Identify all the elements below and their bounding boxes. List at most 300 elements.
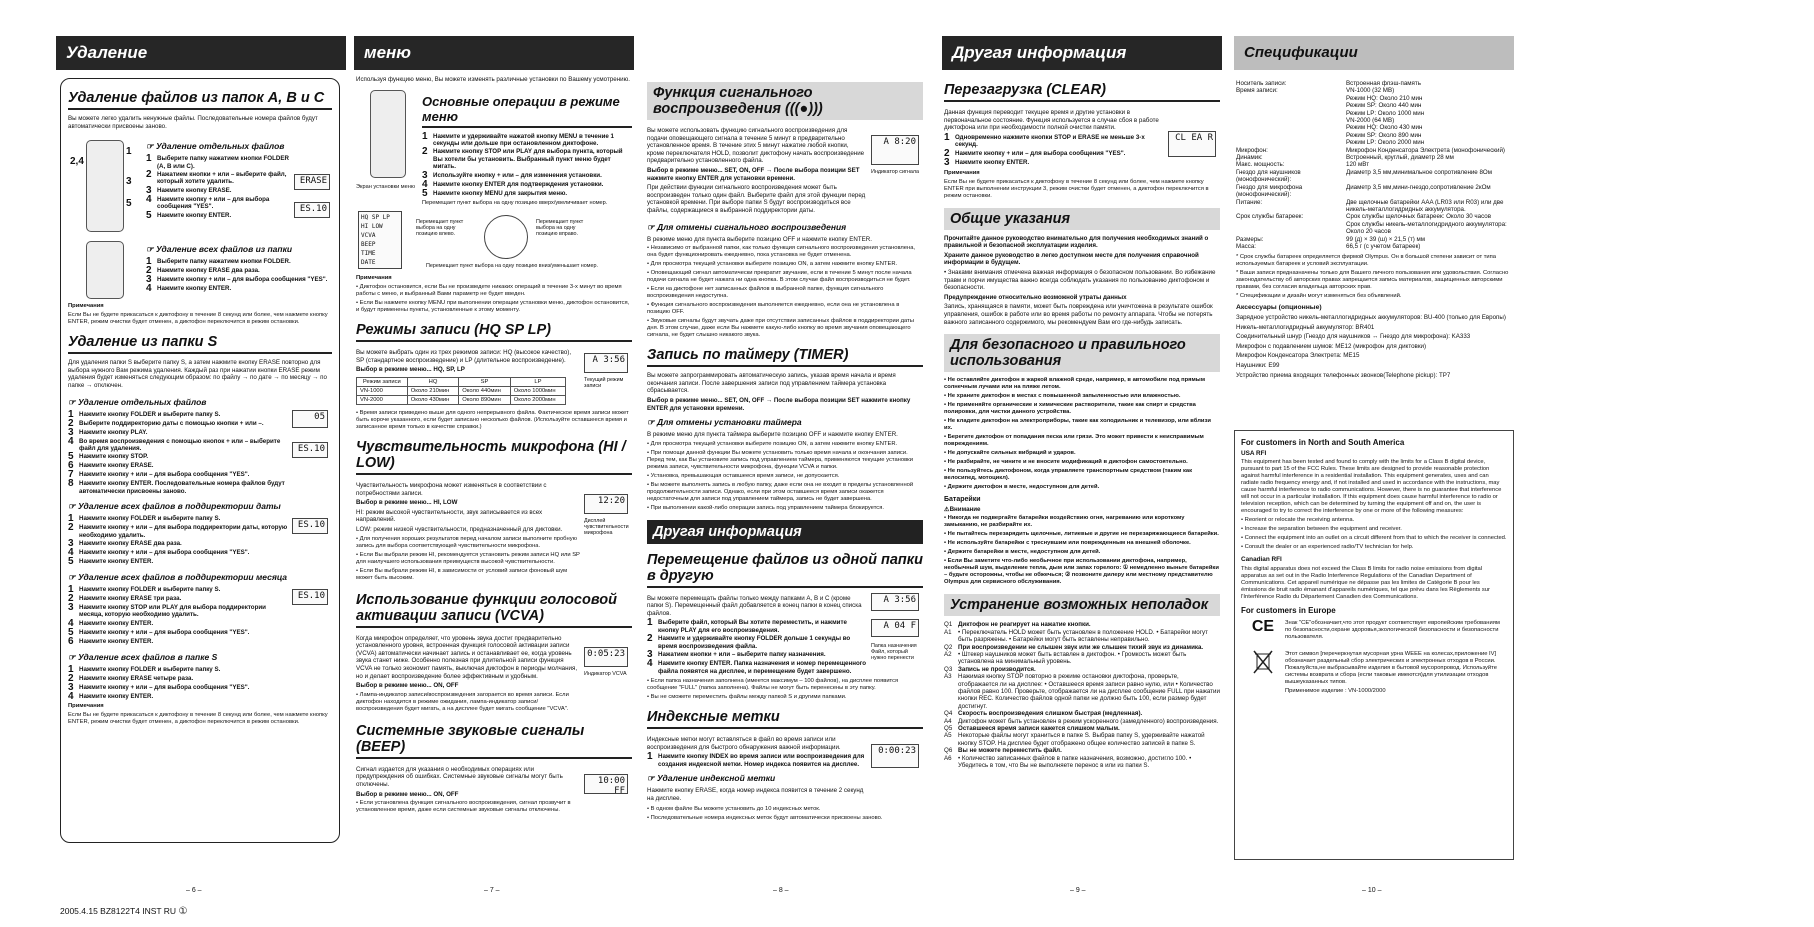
usa-item: • Reorient or relocate the receiving antenna. bbox=[1241, 517, 1355, 524]
spec-key: Масса: bbox=[1236, 242, 1257, 250]
lcd-es10-d: ES.10 bbox=[292, 589, 328, 605]
safety-item: • Не храните диктофон в местах с повышенной запыленностью или влажностью. bbox=[944, 393, 1181, 400]
qa-text: Нажимая кнопку STOP повторно в режиме остановки диктофона, проверьте, отображается ли на дисплее: • Оставшееся время записи равно нулю, или • Количество файлов равно 100. Проверьте, отображается ли на дисплее сообщение FULL при нажатии кнопки REC. Количество файлов одной папки не должно быть 100, если размер будет достигнут. bbox=[958, 673, 1220, 710]
step: 1 Нажмите кнопку FOLDER и выберите папку S. bbox=[68, 584, 221, 595]
lcd-mic: 12:20 bbox=[584, 494, 628, 514]
caption-up: Перемещает пункт выбора на одну позицию вверх/увеличивает номер. bbox=[422, 199, 608, 206]
step: 1 Нажмите кнопку FOLDER и выберите папку S. bbox=[68, 408, 221, 420]
mic-low: LOW: режим низкой чувствительности, предназначенный для диктовки. bbox=[356, 525, 563, 533]
lcd-menu: HQ SP LP HI LOW VCVA BEEP TIME DATE bbox=[358, 211, 402, 269]
step: 4 Нажмите кнопку ENTER. bbox=[146, 283, 232, 295]
note: • При выполнении какой-либо операции запись под управлением таймера блокируется. bbox=[647, 504, 884, 511]
timer-intro: Вы можете запрограммировать автоматическую запись, указав время начала и время окончания записи. После завершения записи под управлением таймера установка сбрасывается. bbox=[647, 372, 896, 395]
accessory: Соединительный шнур (Гнездо для наушников ↔ Гнездо для микрофона): KA333 bbox=[1236, 333, 1471, 341]
page-9-band: Другая информация bbox=[942, 36, 1222, 70]
spec-note: * Ваши записи предназначены только для Вашего личного пользования или удовольствия. Согласно законодательству об авторских правах запрещается запись материалов, защищенных авторскими правами, без согласия владельца авторских прав. bbox=[1236, 270, 1509, 291]
page-number: – 10 – bbox=[1362, 887, 1382, 894]
mic-intro: Чувствительность микрофона может изменяться в соответствии с потребностями записи. bbox=[356, 482, 547, 497]
mic-select: Выбор в режиме меню... HI, LOW bbox=[356, 499, 458, 507]
spec-row bbox=[1236, 236, 1512, 243]
step: 3 Нажмите кнопку STOP или PLAY для выбора поддиректории месяца, которую необходимо удалить. bbox=[68, 602, 266, 619]
section-title-delete-abc: Удаление файлов из папок A, B и C bbox=[68, 90, 332, 110]
step: 5 Нажмите кнопку + или – для выбора сообщения "YES". bbox=[68, 626, 250, 638]
section-title-timer: Запись по таймеру (TIMER) bbox=[647, 347, 923, 367]
step: 1 Одновременно нажмите кнопки STOP и ERASE не меньше 3-х секунд. bbox=[944, 131, 1145, 149]
step: 3 Используйте кнопку + или – для изменения установки. bbox=[422, 169, 602, 181]
rec-intro: Вы можете выбрать один из трех режимов записи: HQ (высокое качество), SP (стандартное воспроизведение) и LP (длительное воспроизведение). bbox=[356, 349, 572, 364]
note: • Функция сигнального воспроизведения выполняется ежедневно, если она не установлена в позицию OFF. bbox=[647, 302, 900, 316]
caption-mic: Дисплей чувствительности микрофона bbox=[584, 518, 629, 536]
qa-label: Q4 bbox=[944, 710, 953, 718]
spec-key: Носитель записи: bbox=[1236, 80, 1287, 87]
page-6 bbox=[56, 0, 346, 927]
regulatory-box bbox=[1234, 430, 1514, 860]
note: • Если на диктофоне нет записанных файлов в выбранной папке, функция сигнального воспроизведения недоступна. bbox=[647, 286, 884, 300]
index-intro: Индексные метки могут вставляться в файл во время записи или воспроизведения для быстрого обнаружения важной информации. bbox=[647, 735, 841, 751]
spec-value: Режим HQ: Около 210 мин bbox=[1346, 94, 1423, 102]
qa-label: A4 bbox=[944, 717, 952, 725]
spec-row bbox=[1236, 221, 1512, 236]
step: 4 Нажмите кнопку ENTER. Папка назначения и номер перемещенного файла появятся на дисплее, и перемещение будет завершено. bbox=[647, 658, 867, 675]
note: • Если Вы выбрали режим HI, в зависимости от условий записи фоновый шум может быть высоким. bbox=[356, 567, 568, 581]
spec-list bbox=[1236, 80, 1512, 250]
step: 2 Нажмите и удерживайте кнопку FOLDER дольше 1 секунды во время воспроизведения файла. bbox=[647, 633, 851, 650]
page-7-band: меню bbox=[354, 36, 634, 70]
qa-text: При воспроизведении не слышен звук или же слышен тихий звук из динамика. bbox=[958, 643, 1204, 651]
note: • Оповещающий сигнал автоматически прекратит звучание, если в течение 5 минут после начала подачи сигнала не будет нажата ни одна кнопка. В этом случае файл воспроизводиться не будет. bbox=[647, 270, 912, 284]
qa-list bbox=[944, 621, 1220, 769]
lcd-vcva: 0:05:23 bbox=[584, 647, 628, 667]
sub-index-delete: ☞ Удаление индексной метки bbox=[647, 772, 776, 783]
ce-text: Знак "CE"обозначает,что этот продукт соответствует европейским требованиям по безопасности,охране здоровья,экологической безопасности и безопасности пользователя. bbox=[1285, 620, 1500, 641]
qa-text: Диктофон может быть установлен в режим ускоренного (замедленного) воспроизведения. bbox=[958, 717, 1219, 725]
step: 2 Выберите поддиректорию даты с помощью кнопки + или –. bbox=[68, 417, 264, 429]
step: 2 Нажатием кнопки + или – выберите файл, который хотите удалить. bbox=[146, 169, 287, 186]
spec-row bbox=[1236, 154, 1512, 161]
beep-text: Сигнал издается для указания о необходимых операциях или предупреждения об ошибках. Системные звуковые сигналы могут быть отключены. bbox=[356, 765, 563, 788]
spec-row bbox=[1236, 117, 1512, 124]
note: • При помощи данной функции Вы можете установить только время начала и окончания записи. Перед тем, как Вы установите запись под управлением таймера, применяются текущие установки режима записи, чувствительности микрофона, функции VCVA и папки. bbox=[647, 449, 913, 470]
safety-item: • Не применяйте органические и химические растворители, такие как спирт и средства полировки, для чистки данного устройства. bbox=[944, 402, 1196, 416]
sub-timer-cancel: ☞ Для отмены установки таймера bbox=[647, 417, 802, 428]
section-title-beep: Системные звуковые сигналы (BEEP) bbox=[356, 723, 632, 759]
accessories-heading: Аксессуары (опционные) bbox=[1236, 304, 1322, 312]
section-title-delete-s: Удаление из папки S bbox=[68, 334, 332, 354]
note: • Независимо от выбранной папки, как только функция сигнального воспроизведения установлена, она будет функционировать ежедневно, пока установка не будет отменена. bbox=[647, 245, 916, 259]
qa-row bbox=[944, 725, 1220, 732]
notes-heading: Примечания bbox=[356, 275, 392, 282]
battery-item: • Никогда не подвергайте батарейки воздействию огня, нагреванию или короткому замыканию, не разбирайте их. bbox=[944, 515, 1185, 529]
spec-value: Встроенная флэш-память bbox=[1346, 80, 1421, 87]
spec-key: Микрофон: bbox=[1236, 146, 1268, 154]
qa-text: Диктофон не реагирует на нажатие кнопки. bbox=[958, 621, 1091, 629]
alarm-cancel: В режиме меню для пункта выберите позицию OFF и нажмите кнопку ENTER. bbox=[647, 235, 872, 243]
qa-text: • Переключатель HOLD может быть установлен в положение HOLD. • Батарейки могут быть разряжены. • Батарейки могут быть вставлены неправильно. bbox=[958, 628, 1208, 644]
note: • Если Вы выбрали режим HI, рекомендуется установить режим записи HQ или SP для наилучшего использования преимуществ высокой чувствительности. bbox=[356, 551, 580, 565]
spec-note: * Срок службы батареек определяется фирмой Olympus. Он в большой степени зависит от типа используемых батареек и условий эксплуатации. bbox=[1236, 254, 1497, 268]
notes-heading: Примечания bbox=[944, 169, 980, 176]
spec-row bbox=[1236, 147, 1512, 154]
print-footer: 2005.4.15 BZ8122T4 INST RU ① bbox=[60, 906, 188, 917]
page-10 bbox=[1234, 0, 1514, 927]
spec-key bbox=[1236, 117, 1346, 124]
note: • Вы можете выполнять запись в любую папку, даже если она не входит в пределы установленной продолжительности записи. Однако, если при этом оставшееся время записи окажется недостаточным для записи под управлением таймера, запись не будет завершена. bbox=[647, 481, 914, 502]
battery-item: • Не используйте батарейки с треснувшим или поврежденным на внешней оболочке. bbox=[944, 540, 1191, 547]
spec-value: VN-1000 (32 MB) bbox=[1346, 87, 1395, 95]
note: • Установка, превышающая оставшееся время записи, не допускается. bbox=[647, 472, 840, 479]
caption-rec-mode: Текущий режим записи bbox=[584, 377, 624, 390]
spec-row bbox=[1236, 95, 1512, 102]
safety-item: • Не допускайте сильных вибраций и ударов. bbox=[944, 450, 1076, 457]
na-heading: For customers in North and South America bbox=[1241, 438, 1405, 447]
spec-value: Микрофон Конденсатора Электрета (монофонический) bbox=[1346, 146, 1505, 154]
qa-row bbox=[944, 755, 1220, 770]
spec-key: Макс. мощность: bbox=[1236, 161, 1285, 169]
eu-heading: For customers in Europe bbox=[1241, 605, 1336, 615]
step: 4 Нажмите кнопку ENTER для подтверждения установки. bbox=[422, 178, 604, 190]
section-title-rec-modes: Режимы записи (HQ SP LP) bbox=[356, 322, 632, 342]
spec-row bbox=[1236, 139, 1512, 146]
accessory: Микрофон с подавлением шумов: ME12 (микрофон для диктовки) bbox=[1236, 342, 1427, 350]
step: 5 Нажмите кнопку ENTER. bbox=[146, 209, 232, 221]
qa-row bbox=[944, 732, 1220, 747]
note: • Вы не сможете переместить файлы между папкой S и другими папками. bbox=[647, 693, 847, 700]
spec-value: Режим SP: Около 890 мин bbox=[1346, 131, 1422, 139]
qa-row bbox=[944, 644, 1220, 651]
spec-value: 66,5 г (с учетом батареек) bbox=[1346, 242, 1421, 250]
accessory: Наушники: E99 bbox=[1236, 361, 1280, 369]
step: 5 Нажмите кнопку MENU для закрытия меню. bbox=[422, 187, 568, 199]
step: 2 Нажмите кнопку ERASE два раза. bbox=[146, 265, 260, 277]
accessory: Зарядное устройство никель-металлогидридных аккумуляторов: BU-400 (только для Европы) bbox=[1236, 313, 1506, 321]
qa-label: Q1 bbox=[944, 621, 953, 629]
step: 2 Нажмите кнопку STOP или PLAY для выбора пункта, который Вы хотели бы установить. Выбранный пункт меню будет мигать. bbox=[422, 146, 623, 171]
weee-bin-icon bbox=[1241, 649, 1285, 697]
qa-row bbox=[944, 747, 1220, 754]
qa-label: A1 bbox=[944, 628, 952, 636]
qa-text: • Количество записанных файлов в папке назначения, возможно, достигло 100. • Убедитесь в том, что Вы не выполняете перенос в или из папки S. bbox=[958, 754, 1192, 770]
step: 3 Нажмите кнопку + или – для выбора сообщения "YES". bbox=[68, 681, 250, 693]
battery-heading: Батарейки bbox=[944, 496, 981, 504]
page-6-band: Удаление bbox=[56, 36, 346, 70]
sub-delete-single-s: ☞ Удаление отдельных файлов bbox=[68, 396, 207, 407]
note: • Диктофон остановится, если Вы не произведете никаких операций в течение 3-х минут во время работы с меню, и выбранный Вами параметр не будет введен. bbox=[356, 284, 622, 298]
mic-hi: HI: режим высокой чувствительности, звук записывается из всех направлений. bbox=[356, 508, 543, 524]
safety-item: • Держите диктофон в месте, недоступном для детей. bbox=[944, 484, 1100, 491]
lcd-es10: ES.10 bbox=[294, 202, 330, 218]
note-heading-2: Примечания bbox=[68, 702, 104, 709]
step: 1 Нажмите кнопку FOLDER и выберите папку S. bbox=[68, 513, 221, 525]
step: 4 Нажмите кнопку ENTER. bbox=[68, 690, 154, 702]
timer-select: Выбор в режиме меню... SET, ON, OFF → После выбора позиции SET нажмите кнопку ENTER для установки времени. bbox=[647, 396, 911, 412]
note: • Если Вы нажмете кнопку MENU при выполнении операции установки меню, диктофон остановится, и будут применены пункты, установленные к этому моменту. bbox=[356, 300, 630, 314]
vcva-note: • Лампа-индикатор записи/воспроизведения загорается во время записи. Если диктофон находится в режиме ожидания, лампа-индикатор записи/воспроизведения будет мигать, а на дисплее будет мигать сообщение "VCVA". bbox=[356, 691, 569, 712]
beep-select: Выбор в режиме меню... ON, OFF bbox=[356, 790, 459, 798]
accessory: Микрофон Конденсатора Электрета: ME15 bbox=[1236, 352, 1360, 360]
step: 4 Нажмите кнопку + или – для выбора сообщения "YES". bbox=[68, 547, 250, 558]
usa-text: This equipment has been tested and found to comply with the limits for a Class B digital device, pursuant to part 15 of the FCC Rules. These limits are designed to provide reasonable protection against harmful interference in a residential installation. This equipment generates, uses and can radiate radio frequency energy and, if not installed and used in accordance with the instructions, may cause harmful interference to radio communications. However, there is no guarantee that interference will not occur in a particular installation. If this equipment does cause harmful interference to radio or television reception, which can be determined by turning the equipment off and on, the user is encouraged to try to correct the interference by one or more of the following measures: bbox=[1241, 459, 1502, 515]
rec-note: • Время записи приведено выше для одного непрерывного файла. Фактическое время записи может быть короче указанного, если будет записано несколько файлов. (Используйте оставшееся время и записанное время только в качестве справки.) bbox=[356, 410, 629, 430]
step: 1 Выберите папку нажатием кнопки FOLDER (A, B или C). bbox=[146, 153, 289, 170]
accessory: Устройство приема входящих телефонных звонков(Telephone pickup): TP7 bbox=[1236, 371, 1451, 379]
step: 6 Нажмите кнопку ERASE. bbox=[68, 460, 154, 472]
page-number: – 6 – bbox=[186, 887, 202, 894]
section-title-menu-basics: Основные операции в режиме меню bbox=[422, 94, 632, 128]
qa-row bbox=[944, 621, 1220, 628]
canada-heading: Canadian RFI bbox=[1241, 556, 1282, 564]
spec-row bbox=[1236, 102, 1512, 109]
step: 3 Нажмите кнопку + или – для выбора сообщения "YES". bbox=[146, 274, 328, 286]
step: 7 Нажмите кнопку + или – для выбора сообщения "YES". bbox=[68, 469, 250, 481]
qa-label: Q3 bbox=[944, 665, 953, 673]
caption-vcva: Индикатор VCVA bbox=[584, 670, 627, 677]
spec-value: Диаметр 3,5 мм,минимальное сопротивление 8Ом bbox=[1346, 168, 1492, 176]
spec-key: Гнездо для наушников (монофонический): bbox=[1236, 168, 1301, 184]
sub-delete-all: ☞ Удаление всех файлов из папки bbox=[146, 244, 293, 255]
page-10-band: Спецификации bbox=[1234, 36, 1514, 70]
intro-text: Вы можете легко удалить ненужные файлы. Последовательные номера файлов будут автоматически присвоены заново. bbox=[68, 115, 318, 130]
spec-key: Срок службы батареек: bbox=[1236, 213, 1304, 221]
spec-key: Питание: bbox=[1236, 198, 1263, 206]
spec-row bbox=[1236, 110, 1512, 117]
note-text-2: Если Вы не будете прикасаться к диктофону в течение 8 секунд или более, чем нажмете кнопку ENTER, режим очистки будет отменен, а диктофон переключится в режим остановки. bbox=[68, 711, 328, 725]
note: • Последовательные номера индексных меток будут автоматически присвоены заново. bbox=[647, 815, 883, 822]
lcd-beep: 10:00 FF bbox=[584, 774, 628, 794]
step: 1 Нажмите и удерживайте нажатой кнопку MENU в течение 1 секунды или дольше при остановленном диктофоне. bbox=[422, 130, 614, 147]
spec-row bbox=[1236, 161, 1512, 168]
spec-key: Размеры: bbox=[1236, 235, 1264, 243]
step: 2 Нажмите кнопку ERASE три раза. bbox=[68, 593, 182, 604]
qa-row bbox=[944, 718, 1220, 725]
spec-value: Две щелочные батарейки AAA (LR03 или R03) или две никель-металлогидридных аккумулятора. bbox=[1346, 198, 1504, 213]
spec-key bbox=[1236, 102, 1346, 109]
step: 4 Нажмите кнопку ENTER. bbox=[68, 617, 154, 629]
spec-row bbox=[1236, 124, 1512, 131]
safety-item: • Не пользуйтесь диктофоном, когда управляете транспортным средством (таким как велосипед, мотоцикл). bbox=[944, 468, 1193, 482]
qa-label: Q2 bbox=[944, 643, 953, 651]
usa-item: • Increase the separation between the equipment and receiver. bbox=[1241, 526, 1402, 533]
spec-row bbox=[1236, 213, 1512, 220]
page-number: – 9 – bbox=[1070, 887, 1086, 894]
spec-key: Динамик: bbox=[1236, 154, 1263, 162]
spec-value: Срок службы никель-металлогидридного аккумулятора: Около 20 часов bbox=[1346, 220, 1507, 236]
note-text: Если Вы не будете прикасаться к диктофону в течение 8 секунд или более, чем нажмете кнопку ENTER, режим очистки будет отменен, а диктофон переключится в режим остановки. bbox=[68, 312, 328, 326]
spec-key: Гнездо для микрофона (монофонический): bbox=[1236, 183, 1303, 199]
accessory: Никель-металлогидридный аккумулятор: BR401 bbox=[1236, 323, 1375, 331]
rec-select: Выбор в режиме меню... HQ, SP, LP bbox=[356, 366, 465, 374]
qa-label: A6 bbox=[944, 754, 952, 762]
note-heading: Примечания bbox=[68, 303, 104, 310]
spec-key bbox=[1236, 124, 1346, 131]
menu-diagram bbox=[356, 209, 632, 273]
device-illustration: 2,4 1 3 5 bbox=[68, 136, 146, 236]
page-8 bbox=[645, 0, 925, 927]
qa-text: Оставшееся время записи кажется слишком малым. bbox=[958, 725, 1120, 732]
note: • Для просмотра текущей установки выберите позицию ON, а затем нажмите кнопку ENTER. bbox=[647, 261, 898, 268]
sub-delete-folder-s: ☞ Удаление всех файлов в папке S bbox=[68, 651, 218, 662]
qa-row bbox=[944, 710, 1220, 717]
note: • Для просмотра текущей установки выберите позицию ON, а затем нажмите кнопку ENTER. bbox=[647, 440, 898, 447]
warn-text: Запись, хранящаяся в памяти, может быть повреждена или уничтожена в результате ошибок управления, ошибок в работе или во время работы по ремонту аппарата. Чтобы не потерять важного записанного содержимого, мы рекомендуем Вам его где-нибудь записать. bbox=[944, 303, 1213, 326]
step: 5 Нажмите кнопку STOP. bbox=[68, 451, 149, 463]
battery-item: • Не пытайтесь перезарядить щелочные, литиевые и другие не перезаряжающиеся батарейки. bbox=[944, 531, 1219, 538]
qa-text: Некоторые файлы могут храниться в папке S. Выбрав папку S, удерживайте нажатой кнопку STOP. На дисплее будет отображено общее количество записей в папке S. bbox=[958, 732, 1205, 747]
lcd-clear: CL EA R bbox=[1168, 131, 1216, 157]
page-7 bbox=[354, 0, 634, 927]
lcd-index: 0:00:23 bbox=[871, 744, 919, 768]
vcva-select: Выбор в режиме меню... ON, OFF bbox=[356, 682, 459, 690]
timer-cancel: В режиме меню для пункта таймера выберите позицию OFF и нажмите кнопку ENTER. bbox=[647, 431, 898, 439]
qa-label: Q6 bbox=[944, 747, 953, 755]
sub-alarm-cancel: ☞ Для отмены сигнального воспроизведения bbox=[647, 221, 847, 232]
alarm-select: Выбор в режиме меню... SET, ON, OFF → После выбора позиции SET нажмите кнопку ENTER для установки времени. bbox=[647, 166, 860, 182]
canada-text: This digital apparatus does not exceed the Class B limits for radio noise emissions from digital apparatus as set out in the Radio Interference Regulations of the Canadian Department of Communications. Cet appareil numérique ne dépasse pas les limites de Catégorie B pour les émissions de bruit radio émanant d'appareils numériques, tel que prévu dans les Règlements sur l'Interférence Radio du Département Canadien des Communications. bbox=[1241, 565, 1490, 600]
caption-right: Перемещает пункт выбора на одну позицию вправо. bbox=[536, 219, 584, 238]
caption-move: Папка назначения Файл, который нужно перенести bbox=[871, 642, 917, 661]
band-other-info: Другая информация bbox=[647, 520, 923, 544]
step: 1 Выберите файл, который Вы хотите переместить, и нажмите кнопку PLAY для его воспроизведения. bbox=[647, 617, 847, 634]
qa-text: Запись не производится. bbox=[958, 665, 1036, 673]
section-title-alarm: Функция сигнального воспроизведения (((●))) bbox=[647, 82, 923, 120]
qa-label: Q5 bbox=[944, 725, 953, 732]
alarm-intro: Вы можете использовать функцию сигнального воспроизведения для подачи оповещающего сигнала в течение 5 минут в предварительно установленное время. В течение этих 5 минут нажатие любой кнопки, кроме переключателя HOLD, позволит диктофону начать воспроизведение предварительно установленного файла. bbox=[647, 127, 865, 165]
safety-item: • Не оставляйте диктофон в жаркой влажной среде, например, в автомобиле под прямым солнечным лучами или на пляже летом. bbox=[944, 377, 1205, 391]
caption-down: Перемещает пункт выбора на одну позицию вниз/уменьшает номер. bbox=[426, 263, 598, 270]
dial-icon bbox=[484, 215, 528, 259]
step: 2 Нажмите кнопку + или – для выбора поддиректории даты, которую необходимо удалить. bbox=[68, 522, 288, 539]
spec-value: Срок службы щелочных батареек: Около 30 часов bbox=[1346, 213, 1491, 221]
qa-label: A2 bbox=[944, 650, 952, 658]
usa-item: • Consult the dealer or an experienced radio/TV technician for help. bbox=[1241, 544, 1414, 551]
page-number: – 7 – bbox=[484, 887, 500, 894]
alarm-para: При действии функции сигнального воспроизведения может быть воспроизведен только один файл. Выберите файл для этой функции перед установкой времени. При выборе папки S будут воспроизводиться все файлы, содержащиеся в выбранной поддиректории даты. bbox=[647, 184, 866, 214]
note: • В одном файле Вы можете установить до 10 индексных меток. bbox=[647, 806, 821, 813]
safety-item: • Берегите диктофон от попадания песка или грязи. Это может привести к неисправимым повреждениям. bbox=[944, 434, 1204, 448]
battery-item: • Если Вы заметите что-либо необычное при использовании диктофона, например, необычный шум, выделение тепла, дым или запах горелого: ① немедленно выньте батарейки – будьте осторожны, чтобы не обжечься; ② позвоните дилеру или местному представителю Olympus для сервисного обслуживания. bbox=[944, 558, 1219, 586]
caption-alarm: Индикатор сигнала bbox=[871, 169, 920, 175]
spec-value: 99 (д) × 39 (ш) × 21,5 (т) мм bbox=[1346, 235, 1426, 243]
step: 1 Нажмите кнопку FOLDER и выберите папку S. bbox=[68, 663, 221, 675]
lcd-es10-c: ES.10 bbox=[292, 518, 328, 534]
section-title-index: Индексные метки bbox=[647, 709, 923, 729]
safety-item: • Не кладите диктофон на электроприборы, такие как холодильник и телевизор, или вблизи их. bbox=[944, 418, 1211, 432]
index-delete: Нажмите кнопку ERASE, когда номер индекса появится в течение 2 секунд на дисплее. bbox=[647, 786, 864, 802]
note: • Если папка назначения заполнена (имеется максимум – 100 файлов), на дисплее появится сообщение "FULL" (папка заполнена). Файлы не могут быть перенесены в эту папку. bbox=[647, 677, 899, 691]
spec-value: 120 мВт bbox=[1346, 161, 1370, 169]
section-title-vcva: Использование функции голосовой активации записи (VCVA) bbox=[356, 592, 632, 628]
step: 4 Нажмите кнопку + или – для выбора сообщения "YES". bbox=[146, 193, 270, 211]
spec-value: Режим SP: Около 440 мин bbox=[1346, 102, 1422, 110]
step: 4 Во время воспроизведения с помощью кнопок + или – выберите файл для удаления. bbox=[68, 435, 281, 452]
spec-key bbox=[1236, 95, 1346, 102]
page-number: – 8 – bbox=[773, 887, 789, 894]
page-9 bbox=[942, 0, 1222, 927]
spec-key bbox=[1236, 221, 1346, 236]
qa-row bbox=[944, 651, 1220, 666]
lcd-erase: ERASE bbox=[294, 174, 330, 190]
move-intro: Вы можете перемещать файлы только между папками A, B и C (кроме папки S). Перемещенный файл добавляется в конец папки в конец списка файлов. bbox=[647, 594, 862, 617]
note: Если Вы не будете прикасаться к диктофону в течение 8 секунд или более, чем нажмете кнопку ENTER при выполнении инструкции 3, режим очистки будет отменен, а диктофон переключится в режим остановки. bbox=[944, 178, 1209, 199]
qa-row bbox=[944, 673, 1220, 710]
warning-icon: ⚠ bbox=[944, 505, 950, 513]
qa-label: A5 bbox=[944, 732, 952, 740]
note: • Для получения хороших результатов перед началом записи выполните пробную запись для выбора соответствующей чувствительности микрофона. bbox=[356, 535, 577, 549]
intro-text-s: Для удаления папки S выберите папку S, а затем нажмите кнопку ERASE повторно для выбора нужного Вам режима удаления. Каждый раз при нажатии кнопки ERASE режим удаления будет изменяться следующим образом: по файлу → по дате → по месяцу → по папке → отключен. bbox=[68, 359, 327, 389]
spec-key: Время записи: bbox=[1236, 87, 1278, 95]
section-title-general: Общие указания bbox=[944, 208, 1220, 230]
safety-item: • Не разбирайте, не чините и не вносите модификаций в диктофон самостоятельно. bbox=[944, 459, 1188, 466]
vcva-text: Когда микрофон определяет, что уровень звука достиг предварительно установленного уровня, встроенная функция голосовой активации записи (VCVA) автоматически начинает запись и останавливает ее, когда уровень звука станет ниже. Особенно полезная при длительной записи функция VCVA не только экономит память, выключая диктофон в периоды молчания, но и делает воспроизведение более эффективным и удобным. bbox=[356, 634, 578, 680]
beep-note: • Если установлена функция сигнального воспроизведения, сигнал прозвучит в установленное время, даже если системные звуковые сигналы отключены. bbox=[356, 800, 571, 814]
caption-left: Перемещает пункт выбора на одну позицию влево. bbox=[416, 219, 464, 238]
lcd-rec-mode: A 3:56 bbox=[584, 353, 628, 373]
spec-value: Режим LP: Около 1000 мин bbox=[1346, 109, 1425, 117]
step: 6 Нажмите кнопку ENTER. bbox=[68, 635, 154, 647]
section-title-move: Перемещение файлов из одной папки в другую bbox=[647, 552, 923, 588]
step: 1 Выберите папку нажатием кнопки FOLDER. bbox=[146, 256, 291, 268]
spec-key bbox=[1236, 139, 1346, 146]
general-2: Храните данное руководство в легко доступном месте для получения справочной информации в будущем. bbox=[944, 251, 1199, 267]
spec-value: VN-2000 (64 MB) bbox=[1346, 117, 1395, 125]
clear-intro: Данная функция переводит текущее время и другие установки в первоначальное состояние. Функция используется в случае сбоя в работе диктофона или при необходимости полной очистки памяти. bbox=[944, 109, 1159, 132]
lcd-05: 05 bbox=[292, 410, 328, 428]
spec-value: Встроенный, круглый, диаметр 28 мм bbox=[1346, 154, 1454, 162]
qa-text: • Штекер наушников может быть вставлен в диктофон. • Громкость может быть установлена на минимальный уровень. bbox=[958, 650, 1187, 666]
sub-delete-single: ☞ Удаление отдельных файлов bbox=[146, 141, 285, 152]
spec-row bbox=[1236, 199, 1512, 214]
weee-text: Этот символ [перечеркнутая мусорная урна WEEE на колесах,приложение IV] обозначает раздельный сбор электрических и электронных отходов в России. Пожалуйста,не выбрасывайте изделия в бытовой мусоропровод. Используйте системы возврата и сбора (если таковые имеются)для утилизации отходов вышеуказанных типов. bbox=[1285, 651, 1497, 686]
spec-row bbox=[1236, 87, 1512, 94]
step: 2 Нажмите кнопку ERASE четыре раза. bbox=[68, 672, 194, 684]
section-title-mic: Чувствительность микрофона (HI / LOW) bbox=[356, 439, 632, 475]
spec-row bbox=[1236, 132, 1512, 139]
qa-row bbox=[944, 666, 1220, 673]
spec-key bbox=[1236, 110, 1346, 117]
general-1: Прочитайте данное руководство внимательно для получения необходимых знаний о правильной и безопасной эксплуатации изделия. bbox=[944, 234, 1209, 250]
section-title-safety: Для безопасного и правильного использования bbox=[944, 334, 1220, 372]
section-title-clear: Перезагрузка (CLEAR) bbox=[944, 82, 1220, 102]
lcd-alarm: A 8:20 bbox=[871, 135, 919, 165]
spec-key bbox=[1236, 132, 1346, 139]
usa-heading: USA RFI bbox=[1241, 449, 1267, 457]
rec-table: Режим записи HQ SP LP VN-1000 Около 210мин Около 440мин Около 1000мин VN-2000 Около 430мин Около 890мин Около 2000мин bbox=[356, 377, 566, 405]
section-title-troubleshooting: Устранение возможных неполадок bbox=[944, 594, 1220, 616]
warn-heading: Предупреждение относительно возможной утраты данных bbox=[944, 293, 1127, 301]
spec-row bbox=[1236, 80, 1512, 87]
step: 3 Нажмите кнопку PLAY. bbox=[68, 426, 148, 438]
step: 8 Нажмите кнопку ENTER. Последовательные номера файлов будут автоматически присвоены заново. bbox=[68, 478, 285, 495]
step: 5 Нажмите кнопку ENTER. bbox=[68, 556, 154, 567]
lcd-move-a: A 3:56 bbox=[871, 593, 919, 611]
spec-value: Режим HQ: Около 430 мин bbox=[1346, 124, 1423, 132]
spec-note: * Спецификации и дизайн могут изменяться без объявлений. bbox=[1236, 293, 1402, 300]
qa-row bbox=[944, 629, 1220, 644]
sub-delete-month: ☞ Удаление всех файлов в поддиректории месяца bbox=[68, 572, 287, 582]
general-3: • Знаками внимания отмечена важная информация о безопасном пользовании. Во избежание травм и порчи имущества важно всегда соблюдать указания по пользованию диктофоном и безопасности. bbox=[944, 268, 1216, 292]
step: 3 Нажмите кнопку ERASE два раза. bbox=[68, 538, 182, 549]
qa-text: Вы не можете переместить файл. bbox=[958, 747, 1062, 755]
step: 3 Нажатием кнопки + или – выберите папку назначения. bbox=[647, 649, 826, 661]
weee-product: Применимое изделие : VN-1000/2000 bbox=[1285, 688, 1386, 695]
qa-text: Скорость воспроизведения слишком быстрая (медленная). bbox=[958, 710, 1143, 718]
ce-mark-icon: CE bbox=[1251, 618, 1275, 636]
lcd-move-b: A 04 F bbox=[871, 619, 919, 637]
note: • Звуковые сигналы будут звучать даже при отсутствии записанных файлов в поддиректории даты дня. В этом случае, даже если Вы нажмете какую-либо кнопку во время звучания оповещающего сигнала, не будет слышно никакого звука. bbox=[647, 318, 914, 339]
spec-value: Диаметр 3,5 мм,мини-гнездо,сопротивление 2кОм bbox=[1346, 183, 1491, 191]
battery-warning: ⚠Внимание bbox=[944, 505, 981, 513]
step: 3 Нажмите кнопку ENTER. bbox=[944, 156, 1030, 168]
qa-label: A3 bbox=[944, 673, 952, 681]
